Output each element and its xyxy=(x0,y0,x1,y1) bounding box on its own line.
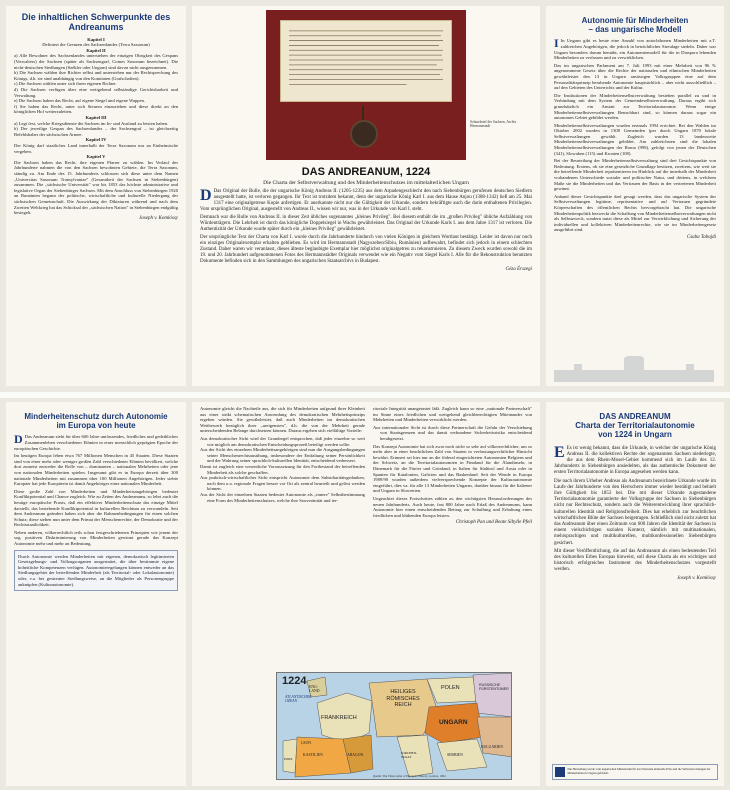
center-top-paragraph: Der ursprüngliche Text der Charta von Karl I. wurde durch die Jahrhunderte hindurch von vielen Königen in gleichem Wortlaut bestätigt. Leider ist davon nur noch ein einziges Originalexemplar erhalten geblieben. Es wird im Hermannstadt (Nagyszeben/Sibiu, Rumänien) aufbewahrt, befindet sich jedoch in einem schlechten Zustand. Daher waren wir veranlasst, dieses älteste beglaubigte Exemplar hier möglichst originalgetreu zu rekonstruieren. Zu diesem Zweck wurden sowohl die im 19. und 20. Jahrhundert aufgenommenen Fotos des Hermannstädter Originals verwendet wie ein Negativ vom Siegel Karls I. Alle für die Rekonstruktion benutzten Dokumente befinden sich in den Sammlungen des ungarischen Staatsarchivs in Budapest. xyxy=(200,234,532,264)
center-bottom-column-2 xyxy=(373,406,532,526)
center-top-title: DAS ANDREANUM, 1224 xyxy=(301,166,431,178)
signature: Géza Érszegi xyxy=(505,266,532,272)
map-label-kastilien: KASTILIEN xyxy=(303,753,323,757)
right-bottom-title-3: von 1224 in Ungarn xyxy=(598,430,672,440)
left-bottom-paragraph: D Das Andreanum steht für über 600 Jahre umfassendes, friedliches und gedeihliches Zusammenleben verschiedener Ethnien in einer menschlich geprägten Epoche der europäischen Geschichte. xyxy=(14,432,178,451)
chapter-2-heading: Kapitel II xyxy=(86,47,106,53)
right-bottom-panel xyxy=(546,402,724,786)
parchment-script-lines xyxy=(285,25,447,97)
charter-photo xyxy=(266,10,517,160)
map-label-polen: POLEN xyxy=(441,685,460,691)
map-label-england: ENG-LAND xyxy=(309,685,320,694)
chapter-2-item: c) Die Sachsen wählen unter sich ihren eigenen Richter. xyxy=(14,81,117,87)
map-label-bulgarien: BULGARIEN xyxy=(481,745,503,749)
center-top-paragraph: D Das Original der Bulle, die der ungarische König Andreas II. (1205-1235) aus dem Arpadengeschlecht den nach Siebenbürgen gerufenen deutschen Siedlern ausgestellt hatte, ist verloren gegangen. Ihr Text ist trotzdem bekannt, denn der ungarische König Karl I. aus dem Hause Anjou (1308-1342) ließ am 25. Mai 1317 eine originalgetreue Kopie anfertigen. Er anerkannte nicht nur die Gültigkeit der Urkunde, sondern bekräftigte auch die darin enthaltenen Privilegien. Vom ursprünglichen Original, ausgestellt von Andreas II., wissen wir nur, was in der Urkunde von Karl I. steht. xyxy=(200,186,532,212)
map-year: 1224 xyxy=(282,675,307,687)
chapter-5-text: Die Sachsen haben das Recht, ihre eigenen Pfarrer zu wählen. Im Verlauf der Jahrhunderte nahmen die von den Sachsen bewohnten Gebiete, die Terra Saxonum, ständig zu. Am Ende des 15. Jahrhunderts schlossen sich diese unter dem Namen „Universitas Saxonum Transylvaniae" (Gesamtheit der Sachsen in Siebenbürgen) zusammen. Die „sächsische Universität" war bis 1853 das höchste administrative und legislative Organ der Siebenbürger Sachsen. Mit dem Anschluss von Siebenbürgen 1920 an Rumänien begann der politische, wirtschaftliche und kulturelle Niedergang der sächsischen Gemeinschaft. Die Auswirkung der Diktaturen während und nach dem Zweiten Weltkrieg hat das Schicksal der „sächsischen Nation" in Siebenbürgen endgültig besiegelt. xyxy=(14,159,178,216)
right-bottom-paragraph: Mit dieser Veröffentlichung, die auf das Andreanum als einen bedeutenden Teil des kulturellen Erbes Europas hinweist, soll diese Charta als ein wichtiges und historisch erfolgreiches Instrument des Minderheitenschutzes vorgestellt werden. xyxy=(554,548,716,573)
advantage-item: Aus praktisch-wirtschaftlicher Sicht entspricht Autonomie dem Subsidiaritätsgedanken, nach dem u.a. regionale Fragen besser vor Ort als zentral beurteilt und gelöst werden können. xyxy=(200,475,365,492)
center-top-panel xyxy=(192,6,540,386)
chapter-2-item: b) Die Sachsen wählen ihre Richter selbst und unterstehen nur der Rechtsprechung des Königs, d.h. sie sind unabhängig von den Komitaten (Grafschaften). xyxy=(14,70,178,81)
center-bottom-paragraph: Das Konzept Autonomie hat sich zwar noch nicht so sehr auf völkerrechtlicher, um so mehr aber in einer beachtlichen Zahl von Staaten in verfassungsrechtlicher Hinsicht bewährt. Erinnert sei hier nur an die föderal eingerichteten Autonomien Belgiens und der Schweiz, an die Territorialautonomien in Finnland für die Ålandinseln, in Dänemark für die Färöer und Grönland, in Italien für Südtirol und Aosta oder in Spanien für Katalonien, Galicien und das Baskenland. Seit der Wende in Europa 1989/90 wurden außerdem vielversprechende Konzepte der Kulturautonomie eingeführt, dies va. für alle 13 Minderheiten Ungarns, darüber hinaus für die Italiener und Ungarn in Slowenien. xyxy=(372,443,532,494)
map-label-portugal: PORT. xyxy=(284,757,294,761)
chapter-5-heading: Kapitel V xyxy=(86,154,106,160)
left-bottom-title-1: Minderheitenschutz durch Autonomie xyxy=(24,412,168,421)
advantage-item: Aus der Sicht der einzelnen Staaten bedeutet Autonomie als „innere" Selbstbestimmung eine Form des Minderheitenschutzes, welche ihre Souveränität und ter- xyxy=(200,491,365,503)
bottom-sheet xyxy=(0,398,730,790)
right-top-paragraph: Anhand dieser Gesichtspunkte darf gesagt werden, dass das ungarische System der Selbstverwaltungen legitime, repräsentative und auf Vertrauen gegründete Körperschaften des öffentlichen Rechts hervorgebracht hat. Die ungarische Minderheitenpolitik bezweckt die Schaffung von Minderheitenselbstverwaltungen nicht als Selbstzweck, sondern nutzt diese als Mittel zur Verwirklichung und Sicherung der individuellen und kollektiven Minderheitenrechte, wie sie im Minderheitengesetz ausgeführt sind. xyxy=(554,193,716,233)
chapter-4-heading: Kapitel IV xyxy=(85,137,107,143)
map-label-russische: RUSSISCHE FÜRSTENTÜMER xyxy=(479,683,509,692)
sponsor-footer xyxy=(552,764,718,780)
right-top-title-1: Autonomie für Minderheiten xyxy=(581,16,689,25)
map-label-serbien: SERBIEN xyxy=(447,753,463,757)
map-label-kirchenstaat: KIRCHEN-STAAT xyxy=(401,751,418,759)
right-top-paragraph: I In Ungarn gibt es heute eine Anzahl von autochthonen Minderheiten mit z.T. zahlreichen Angehörigen, die jedoch in beträchtlicher Streulage siedeln. Daher war Ungarn besonders darum bemüht, ein Autonomiemodell für die in Diaspora lebenden Minderheiten zu verfassen und zu verwirklichen. xyxy=(554,36,716,61)
right-top-paragraph: Minderheitenselbstverwaltungen wurden erstmals 1994 errichtet. Bei den Wahlen im Oktober 2002 wurden in 1308 Gemeinden (per durch Ungarn 1870 lokale Selbstverwaltungen gewählt. Zugleich wurden 13 landesweite Minderheitenselbstverwaltungen gebildet. Am zahlreichsten sind die lokalen Minderheitenselbstverwaltungen der Roma (998), gefolgt von jenen der Deutschen (341), Slowaken (115) und Kroaten (108). xyxy=(554,122,716,156)
center-bottom-paragraph: ritoriale Integrität unangetastet läßt. Zugleich kann so eine „nationale Partnerschaft" im Sinne eines friedlichen und weitgehend gleichberechtigten Miteinander von Mehrheiten und Minderheiten verwirklicht werden. xyxy=(372,406,532,423)
left-top-panel xyxy=(6,6,186,386)
right-top-paragraph: Bei der Beurteilung der Minderheitenselbstverwaltung sind drei Gesichtspunkte von Bedeutung. Erstens, ob sie eine gesetzliche Grundlage besitzen, zweitens, wie weit sie die betreffende Minderheit repräsentieren im Hinblick auf die innerhalb der Minderheit vorhandenen Unterschiede sozialer und politischer Natur, und drittens, in welchem Maße sie die Minderheiten und das Vertrauen der Basis in der vertretenen Minderheit gewinnt. xyxy=(554,158,716,192)
signature: Joseph v. Komlóssy xyxy=(139,215,178,221)
center-bottom-paragraph: Autonomie gleicht die Nachteile aus, die sich für Minderheiten aufgrund ihrer Kleinheit aus einer strikt schematischen Anwendung des demokratischen Mehrheitsprinzips ergeben würden. Sie gewährleistet, daß auch Minderheiten im demokratischen Wettbewerb bezüglich ihrer „ureigensten", d.h. die von der Mehrheit gerade unterscheidenden Belange durchsetzen können. Daraus ergeben sich vielfältige Vorteile: xyxy=(200,406,365,434)
chapter-3-item: a) Legt fest, welche Kriegsdienste die Sachsen im In- und Ausland zu leisten haben. xyxy=(14,120,169,126)
center-top-paragraph: Demnach war die Bulle von Andreas II. in dieser Zeit übliches sogenanntes „kleines Privileg". Bei diesem enthält die im „großen Privileg" übliche Aufzählung von Würdenträgern. Die Lehrheit ist durch das königliche Doppelsiegel in Wachs gewährleistet. Das Original der Urkunde Karls I. aus dem Jahre 1317 ist verloren. Die Authentizität der Urkunde wurde später durch ein „kleines Privileg" gewährleistet. xyxy=(200,214,532,232)
right-bottom-title-1: DAS ANDREANUM xyxy=(599,412,671,421)
advantage-item: Damit ist zugleich eine wesentliche Voraussetzung für den Fortbestand der betreffenden Minderheit als solche geschaffen. xyxy=(200,463,365,475)
chapter-3-heading: Kapitel III xyxy=(85,115,107,120)
chapter-2-item: e) Die Sachsen haben das Recht, auf eigene Siegel und eigene Wappen. xyxy=(14,98,146,104)
center-bottom-paragraph: Ungeachtet dieses Fortschrittes zählen zu den wichtigsten Herausforderungen des neuen Jahrhunderts. Auch heute, fast 800 Jahre nach Erlaß des Andreanums, kann Autonomie hier einen entscheidenden Beitrag zur Schaffung und Erhaltung eines friedlichen und blühenden Europa leisten. xyxy=(372,495,532,518)
signature: Csaba Tabajdi xyxy=(686,234,716,240)
map-label-reich: HEILIGES RÖMISCHES REICH xyxy=(386,689,420,708)
center-top-subtitle: Die Charta der Selbstverwaltung und des Minderheitenschutzes im mittelalterlichen Ungarn xyxy=(263,179,469,186)
chapter-1-text: Definiert die Grenzen des Sachsenlandes (Terra Saxonum) xyxy=(42,42,150,48)
map-label-leon: LEON xyxy=(301,741,312,745)
center-bottom-panel xyxy=(192,402,540,786)
ministry-logo-icon xyxy=(555,767,565,777)
signature: Christoph Pan und Beate Sibylle Pfeil xyxy=(455,520,532,526)
right-top-paragraph: Die Institutionen der Minderheitenselbstverwaltung bestehen parallel zu und in Verbindung mit dem System der Gemeindeselbstverwaltung. Daraus ergibt sich grundsätzlich ein Anstatt zur Territorialautonomie. Wenn einige Minderheitenselbstverwaltungen Benachbart sind, so können daraus sogar ein autonomes Gebiet gebildet werden. xyxy=(554,92,716,121)
autonomy-definition-box: Durch Autonomie werden Minderheiten mit eigenen, demokratisch legitimierten Gesetzgebungs- und Vollzugsorganen ausgestattet, die über bestimmte eigene hoheitliche Kompetenzen verfügen. Autonomieregelungen können entweder an das Siedlungsgebiet der betreffenden Minderheit (als Territorial- oder Lokalautonomie) oder, v.a. bei gestreuter Siedlungsweise, an die Mitglieder als Personengruppe anknüpfen (Kulturautonomie). xyxy=(14,550,178,592)
top-sheet xyxy=(0,0,730,392)
left-bottom-paragraph: Neben anderen, völkerrechtlich teils schon festgeschriebenen Prinzipien wie jenem der sog. positiven Diskriminierung von Minderheiten gewinnt gerade das Konzept Autonomie mehr und mehr an Bedeutung. xyxy=(14,529,178,547)
europe-1224-map xyxy=(276,672,512,780)
right-bottom-paragraph: Die nach ihrem Urheber Andreas als Andreanum bezeichnete Urkunde wurde im Laufe der Jahrhunderte von den Herrschern immer wieder bestätigt und behielt ihre Gültigkeit bis 1853 bei. Die mit dieser Urkunde zugestandene Territorialautonomie garantierte der Volksgruppe der Sachsen in Siebenbürgen nicht nur Rechtsschutz, sondern auch die Weiterentwicklung ihrer sprachlich-kulturellen Identität und Religionsfreiheit. Dies hat erheblich zur beachtlichen wirtschaftlichen Blüte der Sachsen beigetragen. Schließlich sind nicht zuletzt hat das Andreanum über einen Zeitraum von 600 Jahren die Identität der Sachsen in einem vielschichtigen sozialen Kontext, nämlich mit multinationalen, mehrsprachigen und multikulturellen, multikonfessionellen Siebenbürgen gesichert. xyxy=(554,478,716,546)
chapter-4-text: Der König darf staatliches Land innerhalb der Terra Saxonum nur an Einheimische vergeben. xyxy=(14,142,178,154)
parchment xyxy=(280,20,452,102)
left-bottom-paragraph: Diese große Zahl von Minderheiten und Minderheitsangehörigen bedeutet Konfliktpotential und Chance zugleich. Wie zu Zeiten des Andreanums, so lehrt auch die heutige europäische Praxis, daß ein effektiver Minderheitenschutz das einzige Mittel darstellt, das bestehende Konfliktpotential in kulturellen Reichtum zu verwandeln. Seit dem Andreanum geändert haben sich aber die Rahmenbedingungen für einen solchen Schutz; diese stehen nun unter dem Primat der Menschenrechte, der Demokratie und der Rechtsstaatlichkeit. xyxy=(14,488,178,528)
left-bottom-paragraph: Im heutigen Europa leben etwa 767 Millionen Menschen in 45 Staaten. Diese Staaten sind von einer mehr oder weniger großen Zahl verschiedener Ethnien bevölkert, welche dort zumeist entweder die Rolle von – dominanten – nationalen Mehrheiten oder jene von nationalen Minderheiten spielen. Insgesamt gibt es in Europa derzeit über 300 nationale Minderheiten mit zusammen über 100 Millionen Angehörigen. Jeder siebte Europäer hat jede Europäerin ist damit Angehöriger einer nationalen Minderheit. xyxy=(14,453,178,487)
chapter-2-item: a) Alle Bewohner des Sachsenlandes unterstehen der einzigen Obrigkeit des Gespans (Verwalters) der Sachsen (später als Sachsengraf, Comes Saxonum bezeichnet). Die nicht-deutschen Siedlungen (Székler oder Ungarn) sind davon nicht ausgenommen. xyxy=(14,53,178,70)
map-label-frankreich: FRANKREICH xyxy=(321,715,357,721)
right-bottom-title-2: Charta der Territorialautonomie xyxy=(575,421,695,431)
parliament-watermark xyxy=(554,356,714,382)
map-label-ungarn: UNGARN xyxy=(439,719,468,726)
map-label-aragon: ARAGON xyxy=(347,753,364,757)
right-top-title-2: – das ungarische Modell xyxy=(588,25,682,35)
right-bottom-paragraph: E Es ist wenig bekannt, dass die Urkunde, in welcher der ungarische König Andreas II. die kollektiven Rechte der sogenannten Sachsen niederlegte, die aus dem Rhein-Mosel-Gebiet kommend sich im Laufe des 12. Jahrhunderts in Siebenbürgen ansiedelten, als das authentische Dokument der ersten Territorialautonomie in Europa angesehen werden kann. xyxy=(554,443,716,476)
map-source: Quelle: The Times Atlas of European History, London, 1994 xyxy=(373,774,446,778)
left-bottom-title-2: im Europa von heute xyxy=(56,421,136,431)
advantage-item: Aus der Sicht des einzelnen Minderheitsangehörigen sind nun die Ausgangsbedingungen seiner Menschenrechtsausübung, insbesondere der Entfaltung seiner Persönlichkeit und der Wahrung seiner sprachlich-kulturellen Identität, entscheidend verbessert. xyxy=(200,447,365,464)
right-top-panel xyxy=(546,6,724,386)
signature: Joseph v. Komlóssy xyxy=(677,575,716,581)
photo-caption: Schutzbrief der Sachsen, Archiv Hermannstadt xyxy=(470,120,517,129)
chapter-3-item: b) Der jeweilige Gespan des Sachsenlandes – der Sachsengraf – ist gleichzeitig Befehlshaber der sächsischen Armee. xyxy=(14,126,178,137)
wax-seal xyxy=(350,120,378,148)
left-top-title: Die inhaltlichen Schwerpunkte des Andreanums xyxy=(21,12,171,33)
sponsor-note: Die Herstellung wurde vom ungarischen Ministerium für das Nationale kulturelle Erbe und die Selbstverwaltungen der Minderheiten in Ungarn gefördert. xyxy=(567,767,711,775)
chapter-1-heading: Kapitel I xyxy=(87,36,105,42)
left-bottom-panel xyxy=(6,402,186,786)
chapter-2-item: d) Die Sachsen verfügen über eine weitgehend selbständige Gerichtsbarkeit und Verwaltung. xyxy=(14,87,178,98)
chapter-2-item: f) Sie haben das Recht, unter sich Steuern einzuziehen und diese direkt an den königlichen Hof weiterzuleiten. xyxy=(14,103,178,115)
center-bottom-column-1 xyxy=(200,406,365,526)
advantage-item: Aus demokratischer Sicht wird der Grundregel entsprochen, daß jeder einzelne so weit wie möglich am demokratischen Entscheidungsprozeß beteiligt werden sollte. xyxy=(200,435,365,447)
right-top-paragraph: Das im ungarischen Parlament am 7. Juli 1993 mit einer Mehrheit von 96 % angenommene Gesetz über die Rechte der nationalen und ethnischen Minderheiten gewährleistet den 13 in Ungarn ansässigen Volksgruppen eine auf dem Personalitätsprinzip beruhende Autonomie hauptsächlich – aber nicht ausschließlich – auf den Gebieten des Unterrichts und der Kultur. xyxy=(554,62,716,91)
map-label-atlantic: ATLANTISCHER OZEAN xyxy=(285,695,312,704)
center-bottom-paragraph: Aus internationaler Sicht ist durch diese Partnerschaft die Gefahr der Verschiebung von Staatsgrenzen und das damit verbundene Sicherheitsrisiko entscheidend herabgesetzt. xyxy=(372,424,532,441)
